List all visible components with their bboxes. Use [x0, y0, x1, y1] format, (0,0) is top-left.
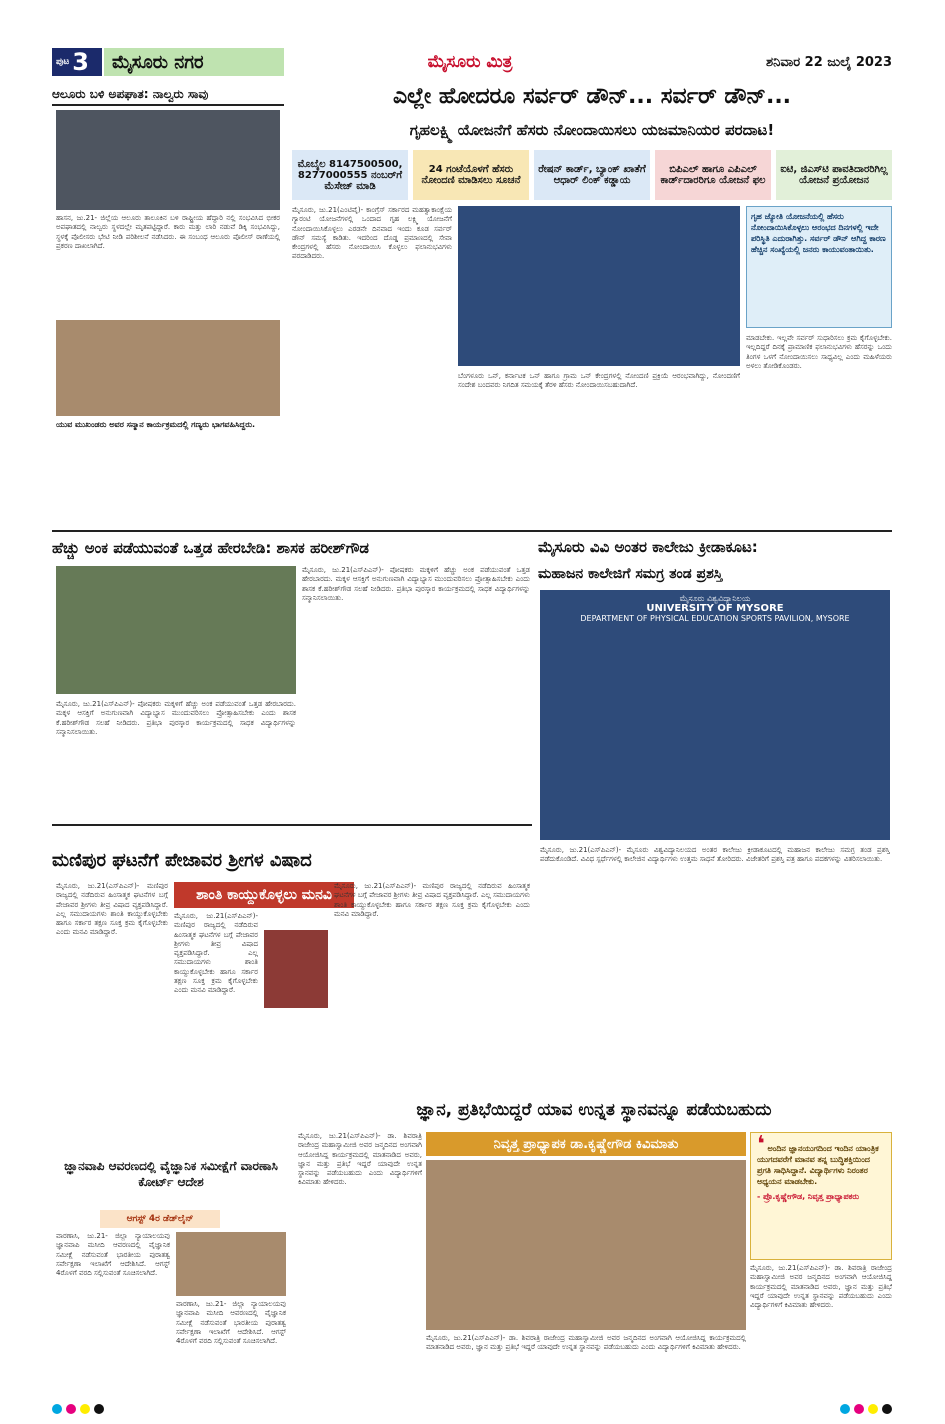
story6-headline: ಜ್ಞಾನ, ಪ್ರತಿಭೆಯಿದ್ದರೆ ಯಾವ ಉನ್ನತ ಸ್ಥಾನವನ್ನೂ ಪಡೆಯಬಹುದು [416, 1100, 772, 1120]
banner-line-1: ಮೈಸೂರು ವಿಶ್ವವಿದ್ಯಾನಿಲಯ [679, 594, 751, 603]
registration-photo [458, 206, 740, 366]
page-number-badge [52, 48, 102, 76]
story5-deadline: ಆಗಸ್ಟ್ 4ರ ಡೆಡ್‌ಲೈನ್ [100, 1210, 220, 1228]
registration-mark-black [94, 1404, 104, 1414]
divider-rule-1 [52, 530, 892, 532]
banner-line-2: UNIVERSITY OF MYSORE [646, 603, 784, 614]
info-tile-5: ಐಟಿ, ಜಿಎಸ್‌ಟಿ ಪಾವತಿದಾರರಿಗಿಲ್ಲ ಯೋಜನೆ ಪ್ರಯೋಜನ [776, 150, 892, 200]
registration-mark-magenta-right [854, 1404, 864, 1414]
story4-body: ಮೈಸೂರು, ಜು.21(ಎಸ್‌ಪಿಎನ್)- ಮಣಿಪುರ ರಾಜ್ಯದಲ್ಲಿ ನಡೆದಿರುವ ಹಿಂಸಾತ್ಮಕ ಘಟನೆಗಳ ಬಗ್ಗೆ ಪೇಜಾವರ ಶ್ರೀಗಳು ತೀವ್ರ ವಿಷಾದ ವ್ಯಕ್ತಪಡಿಸಿದ್ದಾರೆ. ಎಲ್ಲ ಸಮುದಾಯಗಳು ಶಾಂತಿ ಕಾಯ್ದುಕೊಳ್ಳಬೇಕು ಹಾಗೂ ಸರ್ಕಾರ ತಕ್ಷಣ ಸೂಕ್ತ ಕ್ರಮ ಕೈಗೊಳ್ಳಬೇಕು ಎಂದು ಮನವಿ ಮಾಡಿದ್ದಾರೆ. [56, 882, 168, 937]
lead-body-mid: ಬೆಂಗಳೂರು ಒನ್, ಕರ್ನಾಟಕ ಒನ್ ಹಾಗೂ ಗ್ರಾಮ ಒನ್ ಕೇಂದ್ರಗಳಲ್ಲಿ ನೋಂದಣಿ ಪ್ರಕ್ರಿಯೆ ಆರಂಭವಾಗಿದ್ದು, ನೋಂದಣಿಗೆ ಸಂದೇಶ ಬಂದವರು ನಿಗದಿತ ಸಮಯಕ್ಕೆ ತೆರಳಿ ಹೆಸರು ನೋಂದಾಯಿಸಬಹುದಾಗಿದೆ. [458, 372, 740, 390]
info-tile-2: 24 ಗಂಟೆಯೊಳಗೆ ಹೆಸರು ನೋಂದಣಿ ಮಾಡಿಸಲು ಸೂಚನೆ [413, 150, 529, 200]
story4-body-cont: ಮೈಸೂರು, ಜು.21(ಎಸ್‌ಪಿಎನ್)- ಮಣಿಪುರ ರಾಜ್ಯದಲ್ಲಿ ನಡೆದಿರುವ ಹಿಂಸಾತ್ಮಕ ಘಟನೆಗಳ ಬಗ್ಗೆ ಪೇಜಾವರ ಶ್ರೀಗಳು ತೀವ್ರ ವಿಷಾದ ವ್ಯಕ್ತಪಡಿಸಿದ್ದಾರೆ. ಎಲ್ಲ ಸಮುದಾಯಗಳು ಶಾಂತಿ ಕಾಯ್ದುಕೊಳ್ಳಬೇಕು ಹಾಗೂ ಸರ್ಕಾರ ತಕ್ಷಣ ಸೂಕ್ತ ಕ್ರಮ ಕೈಗೊಳ್ಳಬೇಕು ಎಂದು ಮನವಿ ಮಾಡಿದ್ದಾರೆ. [174, 912, 258, 995]
story6-body-cont: ಮೈಸೂರು, ಜು.21(ಎಸ್‌ಪಿಎನ್)- ಡಾ. ಶಿವರಾತ್ರಿ ರಾಜೇಂದ್ರ ಮಹಾಸ್ವಾಮೀಜಿ ಅವರ ಜನ್ಮದಿನದ ಅಂಗವಾಗಿ ಆಯೋಜಿಸಿದ್ದ ಕಾರ್ಯಕ್ರಮದಲ್ಲಿ ಮಾತನಾಡಿದ ಅವರು, ಜ್ಞಾನ ಮತ್ತು ಪ್ರತಿಭೆ ಇದ್ದರೆ ಯಾವುದೇ ಉನ್ನತ ಸ್ಥಾನವನ್ನು ಪಡೆಯಬಹುದು ಎಂದು ವಿದ್ಯಾರ್ಥಿಗಳಿಗೆ ಕಿವಿಮಾತು ಹೇಳಿದರು. [426, 1334, 746, 1352]
lead-callout: ಗೃಹ ಜ್ಯೋತಿ ಯೋಜನೆಯಲ್ಲಿ ಹೆಸರು ನೋಂದಾಯಿಸಿಕೊಳ್ಳಲು ಆರಂಭದ ದಿನಗಳಲ್ಲಿ ಇದೇ ಪರಿಸ್ಥಿತಿ ಎದುರಾಗಿತ್ತು. ಸರ್ವರ್ ಡೌನ್ ಆಗಿದ್ದ ಕಾರಣ ಹೆಚ್ಚಿನ ಸಂಖ್ಯೆಯಲ್ಲಿ ಜನರು ಕಾಯುವಂತಾಯಿತು. [746, 206, 892, 328]
story4-body-right: ಮೈಸೂರು, ಜು.21(ಎಸ್‌ಪಿಎನ್)- ಮಣಿಪುರ ರಾಜ್ಯದಲ್ಲಿ ನಡೆದಿರುವ ಹಿಂಸಾತ್ಮಕ ಘಟನೆಗಳ ಬಗ್ಗೆ ಪೇಜಾವರ ಶ್ರೀಗಳು ತೀವ್ರ ವಿಷಾದ ವ್ಯಕ್ತಪಡಿಸಿದ್ದಾರೆ. ಎಲ್ಲ ಸಮುದಾಯಗಳು ಶಾಂತಿ ಕಾಯ್ದುಕೊಳ್ಳಬೇಕು ಹಾಗೂ ಸರ್ಕಾರ ತಕ್ಷಣ ಸೂಕ್ತ ಕ್ರಮ ಕೈಗೊಳ್ಳಬೇಕು ಎಂದು ಮನವಿ ಮಾಡಿದ್ದಾರೆ. [334, 882, 530, 918]
swamiji-photo [264, 930, 328, 1008]
story4-appeal-bar: ಶಾಂತಿ ಕಾಯ್ದುಕೊಳ್ಳಲು ಮನವಿ [174, 882, 354, 908]
quote-mark-icon: ❛ [757, 1132, 765, 1157]
accident-photo [56, 110, 280, 210]
story4-headline: ಮಣಿಪುರ ಘಟನೆಗೆ ಪೇಜಾವರ ಶ್ರೀಗಳ ವಿಷಾದ [52, 850, 312, 871]
info-tile-1: ಮೊಬೈಲ 8147500500, 8277000555 ನಂಬರ್‌ಗೆ ಮೆಸೇಜ್ ಮಾಡಿ [292, 150, 408, 200]
page-number: 3 [72, 48, 89, 76]
function-photo [426, 1160, 746, 1330]
quote-author: - ಪ್ರೊ.ಕೃಷ್ಣೇಗೌಡ, ನಿವೃತ್ತ ಪ್ರಾಧ್ಯಾಪಕರು [757, 1192, 860, 1201]
story6-quote: ❛ ಅಂದಿನ ಜ್ಞಾನಯುಗದಿಂದ ಇಂದಿನ ಯಾಂತ್ರಿಕ ಯುಗದವರೆಗೆ ಮಾನವ ತನ್ನ ಬುದ್ಧಿಶಕ್ತಿಯಿಂದ ಪ್ರಗತಿ ಸಾಧಿಸಿದ್ದಾನೆ. ವಿದ್ಯಾರ್ಥಿಗಳು ನಿರಂತರ ಅಧ್ಯಯನ ಮಾಡಬೇಕು. - ಪ್ರೊ.ಕೃಷ್ಣೇಗೌಡ, ನಿವೃತ್ತ ಪ್ರಾಧ್ಯಾಪಕರು [750, 1132, 892, 1260]
info-tile-4: ಬಿಪಿಎಲ್ ಹಾಗೂ ಎಪಿಎಲ್ ಕಾರ್ಡ್‌ದಾರರಿಗೂ ಯೋಜನೆ ಫಲ [655, 150, 771, 200]
sports-team-photo [540, 590, 890, 840]
page-label: ಪುಟ [56, 57, 70, 67]
felicitation-photo [56, 320, 280, 416]
story3-body: ಮೈಸೂರು, ಜು.21(ಎಸ್‌ಪಿಎನ್)- ಮೈಸೂರು ವಿಶ್ವವಿದ್ಯಾನಿಲಯದ ಅಂತರ ಕಾಲೇಜು ಕ್ರೀಡಾಕೂಟದಲ್ಲಿ ಮಹಾಜನ ಕಾಲೇಜು ಸಮಗ್ರ ತಂಡ ಪ್ರಶಸ್ತಿ ಪಡೆದುಕೊಂಡಿದೆ. ವಿವಿಧ ಸ್ಪರ್ಧೆಗಳಲ್ಲಿ ಕಾಲೇಜಿನ ವಿದ್ಯಾರ್ಥಿಗಳು ಉತ್ತಮ ಸಾಧನೆ ತೋರಿದರು. ವಿಜೇತರಿಗೆ ಪ್ರಶಸ್ತಿ ಪತ್ರ ಹಾಗೂ ಪದಕಗಳನ್ನು ವಿತರಿಸಲಾಯಿತು. [540, 846, 890, 864]
story2-photo [56, 566, 296, 694]
story6-body-right: ಮೈಸೂರು, ಜು.21(ಎಸ್‌ಪಿಎನ್)- ಡಾ. ಶಿವರಾತ್ರಿ ರಾಜೇಂದ್ರ ಮಹಾಸ್ವಾಮೀಜಿ ಅವರ ಜನ್ಮದಿನದ ಅಂಗವಾಗಿ ಆಯೋಜಿಸಿದ್ದ ಕಾರ್ಯಕ್ರಮದಲ್ಲಿ ಮಾತನಾಡಿದ ಅವರು, ಜ್ಞಾನ ಮತ್ತು ಪ್ರತಿಭೆ ಇದ್ದರೆ ಯಾವುದೇ ಉನ್ನತ ಸ್ಥಾನವನ್ನು ಪಡೆಯಬಹುದು ಎಂದು ವಿದ್ಯಾರ್ಥಿಗಳಿಗೆ ಕಿವಿಮಾತು ಹೇಳಿದರು. [750, 1264, 892, 1310]
lead-headline: ಎಲ್ಲೇ ಹೋದರೂ ಸರ್ವರ್ ಡೌನ್... ಸರ್ವರ್ ಡೌನ್... [392, 84, 792, 109]
left-top-headline: ಆಲೂರು ಬಳಿ ಅಪಘಾತ: ನಾಲ್ವರು ಸಾವು [52, 84, 284, 106]
registration-mark-yellow-right [868, 1404, 878, 1414]
lead-subhead: ಗೃಹಲಕ್ಷ್ಮಿ ಯೋಜನೆಗೆ ಹೆಸರು ನೋಂದಾಯಿಸಲು ಯಜಮಾನಿಯರ ಪರದಾಟ! [409, 121, 775, 139]
info-tile-3: ರೇಷನ್ ಕಾರ್ಡ್, ಬ್ಯಾಂಕ್ ಖಾತೆಗೆ ಆಧಾರ್ ಲಿಂಕ್ ಕಡ್ಡಾಯ [534, 150, 650, 200]
story6-body: ಮೈಸೂರು, ಜು.21(ಎಸ್‌ಪಿಎನ್)- ಡಾ. ಶಿವರಾತ್ರಿ ರಾಜೇಂದ್ರ ಮಹಾಸ್ವಾಮೀಜಿ ಅವರ ಜನ್ಮದಿನದ ಅಂಗವಾಗಿ ಆಯೋಜಿಸಿದ್ದ ಕಾರ್ಯಕ್ರಮದಲ್ಲಿ ಮಾತನಾಡಿದ ಅವರು, ಜ್ಞಾನ ಮತ್ತು ಪ್ರತಿಭೆ ಇದ್ದರೆ ಯಾವುದೇ ಉನ್ನತ ಸ್ಥಾನವನ್ನು ಪಡೆಯಬಹುದು ಎಂದು ವಿದ್ಯಾರ್ಥಿಗಳಿಗೆ ಕಿವಿಮಾತು ಹೇಳಿದರು. [298, 1132, 422, 1187]
accident-body: ಹಾಸನ, ಜು.21- ಜಿಲ್ಲೆಯ ಆಲೂರು ತಾಲೂಕಿನ ಬಳಿ ರಾಷ್ಟ್ರೀಯ ಹೆದ್ದಾರಿ ನಲ್ಲಿ ಸಂಭವಿಸಿದ ಭೀಕರ ಅಪಘಾತದಲ್ಲಿ ನಾಲ್ವರು ಸ್ಥಳದಲ್ಲೇ ಮೃತಪಟ್ಟಿದ್ದಾರೆ. ಕಾರು ಮತ್ತು ಲಾರಿ ನಡುವೆ ಡಿಕ್ಕಿ ಸಂಭವಿಸಿದ್ದು, ಸ್ಥಳಕ್ಕೆ ಪೊಲೀಸರು ಭೇಟಿ ನೀಡಿ ಪರಿಶೀಲನೆ ನಡೆಸಿದರು. ಈ ಸಂಬಂಧ ಆಲೂರು ಪೊಲೀಸ್ ಠಾಣೆಯಲ್ಲಿ ಪ್ರಕರಣ ದಾಖಲಾಗಿದೆ. [56, 214, 280, 250]
registration-mark-cyan [52, 1404, 62, 1414]
story5-body-cont: ವಾರಣಾಸಿ, ಜು.21- ಜಿಲ್ಲಾ ನ್ಯಾಯಾಲಯವು ಜ್ಞಾನವಾಪಿ ಮಸೀದಿ ಆವರಣದಲ್ಲಿ ವೈಜ್ಞಾನಿಕ ಸಮೀಕ್ಷೆ ನಡೆಸುವಂತೆ ಭಾರತೀಯ ಪುರಾತತ್ವ ಸರ್ವೇಕ್ಷಣಾ ಇಲಾಖೆಗೆ ಆದೇಶಿಸಿದೆ. ಆಗಸ್ಟ್ 4ರೊಳಗೆ ವರದಿ ಸಲ್ಲಿಸುವಂತೆ ಸೂಚಿಸಲಾಗಿದೆ. [176, 1300, 286, 1346]
story5-headline: ಜ್ಞಾನವಾಪಿ ಆವರಣದಲ್ಲಿ ವೈಜ್ಞಾನಿಕ ಸಮೀಕ್ಷೆಗೆ ವಾರಣಾಸಿ ಕೋರ್ಟ್ ಆದೇಶ [64, 1159, 278, 1189]
lead-body-right: ಮಾಡಬೇಕು. ಇಲ್ಲವೇ ಸರ್ವರ್ ಸುಧಾರಿಸಲು ಕ್ರಮ ಕೈಗೊಳ್ಳಬೇಕು. ಇಲ್ಲದಿದ್ದರೆ ದಿನಕ್ಕೆ ಪ್ರಾಮಾಣಿಕ ಫಲಾನುಭವಿಗಳು ಹೆಸರನ್ನು ಒಂದು ತಿಂಗಳ ಒಳಗೆ ನೋಂದಾಯಿಸಲು ಸಾಧ್ಯವಿಲ್ಲ ಎಂದು ಮಹಿಳೆಯರು ಅಳಲು ತೋಡಿಕೊಂಡರು. [746, 334, 892, 370]
gyanvapi-photo [176, 1232, 286, 1296]
lead-body-left: ಮೈಸೂರು, ಜು.21(ಎಂಟಿವೈ)- ಕಾಂಗ್ರೆಸ್ ಸರ್ಕಾರದ ಮಹತ್ವಾಕಾಂಕ್ಷೆಯ ಗ್ಯಾರಂಟಿ ಯೋಜನೆಗಳಲ್ಲಿ ಒಂದಾದ ಗೃಹ ಲಕ್ಷ್ಮಿ ಯೋಜನೆಗೆ ನೋಂದಾಯಿಸಿಕೊಳ್ಳಲು ಎರಡನೇ ದಿನವಾದ ಇಂದು ಕೂಡ ಸರ್ವರ್ ಡೌನ್ ಸಮಸ್ಯೆ ಕಾಡಿತು. ಇದರಿಂದ ದೊಡ್ಡ ಪ್ರಮಾಣದಲ್ಲಿ ಸೇವಾ ಕೇಂದ್ರಗಳಲ್ಲಿ ಹೆಸರು ನೋಂದಾಯಿಸಿ ಕೊಳ್ಳಲು ಫಲಾನುಭವಿಗಳು ಪರದಾಡಿದರು. [292, 206, 452, 261]
felicitation-caption: ಯುವ ಮುಖಂಡರು ಅವರ ಸನ್ಮಾನ ಕಾರ್ಯಕ್ರಮದಲ್ಲಿ ಗಣ್ಯರು ಭಾಗವಹಿಸಿದ್ದರು. [56, 420, 256, 429]
registration-mark-cyan-right [840, 1404, 850, 1414]
story2-headline: ಹೆಚ್ಚು ಅಂಕ ಪಡೆಯುವಂತೆ ಒತ್ತಡ ಹೇರಬೇಡಿ: ಶಾಸಕ ಹರೀಶ್‌ಗೌಡ [52, 539, 369, 557]
divider-rule-2 [52, 824, 532, 826]
story6-subhead-bar: ನಿವೃತ್ತ ಪ್ರಾಧ್ಯಾಪಕ ಡಾ.ಕೃಷ್ಣೇಗೌಡ ಕಿವಿಮಾತು [426, 1132, 746, 1156]
section-title: ಮೈಸೂರು ನಗರ [104, 48, 284, 76]
story2-body: ಮೈಸೂರು, ಜು.21(ಎಸ್‌ಪಿಎನ್)- ಪೋಷಕರು ಮಕ್ಕಳಿಗೆ ಹೆಚ್ಚು ಅಂಕ ಪಡೆಯುವಂತೆ ಒತ್ತಡ ಹೇರಬಾರದು. ಮಕ್ಕಳ ಆಸಕ್ತಿಗೆ ಅನುಗುಣವಾಗಿ ವಿದ್ಯಾಭ್ಯಾಸ ಮುಂದುವರಿಸಲು ಪ್ರೋತ್ಸಾಹಿಸಬೇಕು ಎಂದು ಶಾಸಕ ಕೆ.ಹರೀಶ್‌ಗೌಡ ಸಲಹೆ ನೀಡಿದರು. ಪ್ರತಿಭಾ ಪುರಸ್ಕಾರ ಕಾರ್ಯಕ್ರಮದಲ್ಲಿ ಸಾಧಕ ವಿದ್ಯಾರ್ಥಿಗಳನ್ನು ಸನ್ಮಾನಿಸಲಾಯಿತು. [56, 700, 296, 736]
story3-headline-1: ಮೈಸೂರು ವಿವಿ ಅಂತರ ಕಾಲೇಜು ಕ್ರೀಡಾಕೂಟ: [538, 538, 758, 556]
registration-mark-magenta [66, 1404, 76, 1414]
story3-headline-2: ಮಹಾಜನ ಕಾಲೇಜಿಗೆ ಸಮಗ್ರ ತಂಡ ಪ್ರಶಸ್ತಿ [538, 566, 723, 582]
issue-date: ಶನಿವಾರ 22 ಜುಲೈ 2023 [765, 54, 892, 70]
story5-body: ವಾರಣಾಸಿ, ಜು.21- ಜಿಲ್ಲಾ ನ್ಯಾಯಾಲಯವು ಜ್ಞಾನವಾಪಿ ಮಸೀದಿ ಆವರಣದಲ್ಲಿ ವೈಜ್ಞಾನಿಕ ಸಮೀಕ್ಷೆ ನಡೆಸುವಂತೆ ಭಾರತೀಯ ಪುರಾತತ್ವ ಸರ್ವೇಕ್ಷಣಾ ಇಲಾಖೆಗೆ ಆದೇಶಿಸಿದೆ. ಆಗಸ್ಟ್ 4ರೊಳಗೆ ವರದಿ ಸಲ್ಲಿಸುವಂತೆ ಸೂಚಿಸಲಾಗಿದೆ. [56, 1232, 170, 1278]
story2-body-cont: ಮೈಸೂರು, ಜು.21(ಎಸ್‌ಪಿಎನ್)- ಪೋಷಕರು ಮಕ್ಕಳಿಗೆ ಹೆಚ್ಚು ಅಂಕ ಪಡೆಯುವಂತೆ ಒತ್ತಡ ಹೇರಬಾರದು. ಮಕ್ಕಳ ಆಸಕ್ತಿಗೆ ಅನುಗುಣವಾಗಿ ವಿದ್ಯಾಭ್ಯಾಸ ಮುಂದುವರಿಸಲು ಪ್ರೋತ್ಸಾಹಿಸಬೇಕು ಎಂದು ಶಾಸಕ ಕೆ.ಹರೀಶ್‌ಗೌಡ ಸಲಹೆ ನೀಡಿದರು. ಪ್ರತಿಭಾ ಪುರಸ್ಕಾರ ಕಾರ್ಯಕ್ರಮದಲ್ಲಿ ಸಾಧಕ ವಿದ್ಯಾರ್ಥಿಗಳನ್ನು ಸನ್ಮಾನಿಸಲಾಯಿತು. [302, 566, 530, 602]
masthead: ಮೈಸೂರು ಮಿತ್ರ [427, 52, 513, 72]
registration-mark-yellow [80, 1404, 90, 1414]
banner-line-3: DEPARTMENT OF PHYSICAL EDUCATION SPORTS PAVILION, MYSORE [580, 614, 850, 623]
registration-mark-black-right [882, 1404, 892, 1414]
